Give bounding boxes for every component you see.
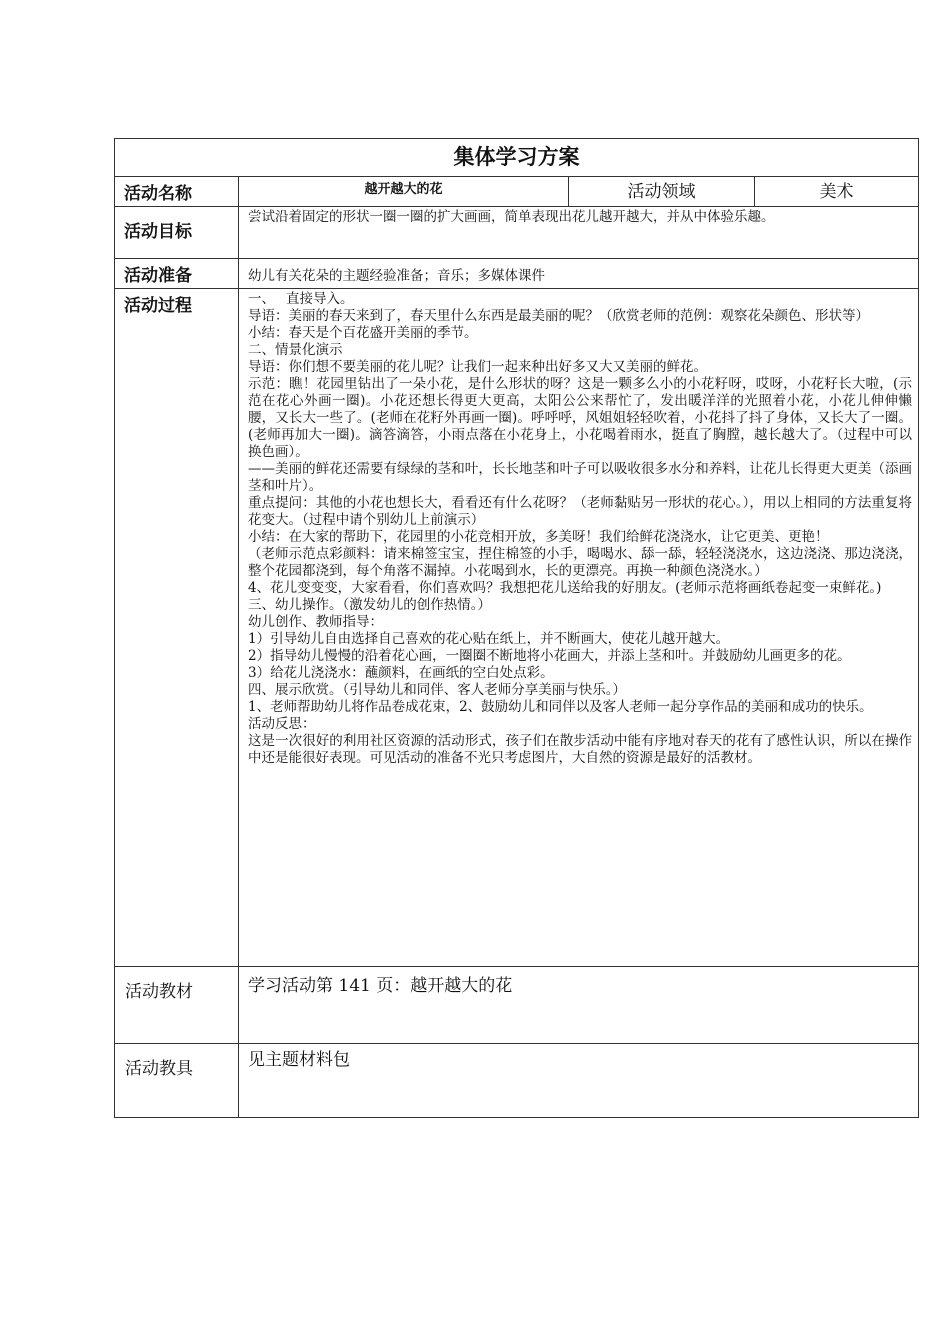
activity-name-label: 活动名称 <box>115 177 239 207</box>
activity-goal-text: 尝试沿着固定的形状一圈一圈的扩大画画，简单表现出花儿越开越大，并从中体验乐趣。 <box>239 207 919 259</box>
process-paragraph: 一、 直接导入。 <box>248 291 354 307</box>
process-paragraph: 这是一次很好的利用社区资源的活动形式，孩子们在散步活动中能有序地对春天的花有了感性认识，所以在操作中还是能很好表现。可见活动的准备不光只考虑图片，大自然的资源是最好的活教材。 <box>248 733 912 766</box>
activity-process-content <box>239 289 919 967</box>
activity-tools-label: 活动教具 <box>115 1044 239 1118</box>
process-paragraph: 1）引导幼儿自由选择自己喜欢的花心贴在纸上，并不断画大，使花儿越开越大。 <box>248 631 730 647</box>
process-paragraph: 1、老师帮助幼儿将作品卷成花束，2、鼓励幼儿和同伴以及客人老师一起分享作品的美丽和成功的快乐。 <box>248 699 873 715</box>
process-paragraph: 活动反思： <box>248 716 316 732</box>
process-paragraph: ——美丽的鲜花还需要有绿绿的茎和叶，长长地茎和叶子可以吸收很多水分和养料，让花儿长得更大更美（添画茎和叶片）。 <box>248 461 912 494</box>
activity-prep-label: 活动准备 <box>115 259 239 289</box>
process-paragraph: 小结：春天是个百花盛开美丽的季节。 <box>248 325 478 341</box>
process-paragraph: 幼儿创作、教师指导： <box>248 614 383 630</box>
document-page <box>114 138 918 1118</box>
process-paragraph: 2）指导幼儿慢慢的沿着花心画，一圈圈不断地将小花画大，并添上茎和叶。并鼓励幼儿画更多的花。 <box>248 648 851 664</box>
activity-material-text: 学习活动第 141 页：越开越大的花 <box>239 967 919 1044</box>
process-paragraph: 四、展示欣赏。（引导幼儿和同伴、客人老师分享美丽与快乐。） <box>248 682 626 698</box>
process-paragraph: 导语：美丽的春天来到了，春天里什么东西是最美丽的呢？（欣赏老师的范例：观察花朵颜色、形状等） <box>248 308 869 324</box>
activity-domain-label: 活动领域 <box>569 177 755 207</box>
activity-name-value: 越开越大的花 <box>239 177 569 207</box>
process-paragraph: 三、幼儿操作。（激发幼儿的创作热情。） <box>248 597 491 613</box>
process-paragraph: 小结：在大家的帮助下，花园里的小花竞相开放，多美呀！我们给鲜花浇浇水，让它更美、更艳！ <box>248 529 829 545</box>
activity-goal-label: 活动目标 <box>115 207 239 259</box>
process-paragraph: 3）给花儿浇浇水：蘸颜料，在画纸的空白处点彩。 <box>248 665 554 681</box>
process-paragraph: （老师示范点彩颜料：请来棉签宝宝，捏住棉签的小手，喝喝水、舔一舔，轻轻浇浇水，这边浇浇、那边浇浇，整个花园都浇到，每个角落不漏掉。小花喝到水，长的更漂亮。再换一种颜色浇浇水。） <box>248 546 912 579</box>
document-title: 集体学习方案 <box>115 139 919 177</box>
activity-tools-text: 见主题材料包 <box>239 1044 919 1118</box>
activity-process-label: 活动过程 <box>115 289 239 967</box>
process-paragraph: 导语：你们想不要美丽的花儿呢？让我们一起来种出好多又大又美丽的鲜花。 <box>248 359 707 375</box>
process-paragraph: 4、花儿变变变，大家看看，你们喜欢吗？我想把花儿送给我的好朋友。(老师示范将画纸卷起变一束鲜花。) <box>248 580 882 596</box>
process-paragraph: 二、情景化演示 <box>248 342 343 358</box>
lesson-plan-table <box>114 138 919 1118</box>
process-paragraph: 重点提问：其他的小花也想长大，看看还有什么花呀？（老师黏贴另一形状的花心。），用以上相同的方法重复将花变大。（过程中请个别幼儿上前演示） <box>248 495 912 528</box>
activity-prep-text: 幼儿有关花朵的主题经验准备；音乐；多媒体课件 <box>239 259 919 289</box>
activity-material-label: 活动教材 <box>115 967 239 1044</box>
activity-domain-value: 美术 <box>755 177 919 207</box>
process-paragraph: 示范：瞧！花园里钻出了一朵小花，是什么形状的呀？这是一颗多么小的小花籽呀，哎呀，小花籽长大啦，(示范在花心外画一圈)。小花还想长得更大更高，太阳公公来帮忙了，发出暖洋洋的光照着小花，小花儿伸伸懒腰，又长大一些了。(老师在花籽外再画一圈)。呼呼呼，风姐姐轻轻吹着，小花抖了抖了身体，又长大了一圈。(老师再加大一圈)。滴答滴答，小雨点落在小花身上，小花喝着雨水，挺直了胸膛，越长越大了。（过程中可以换色画）。 <box>248 376 912 460</box>
